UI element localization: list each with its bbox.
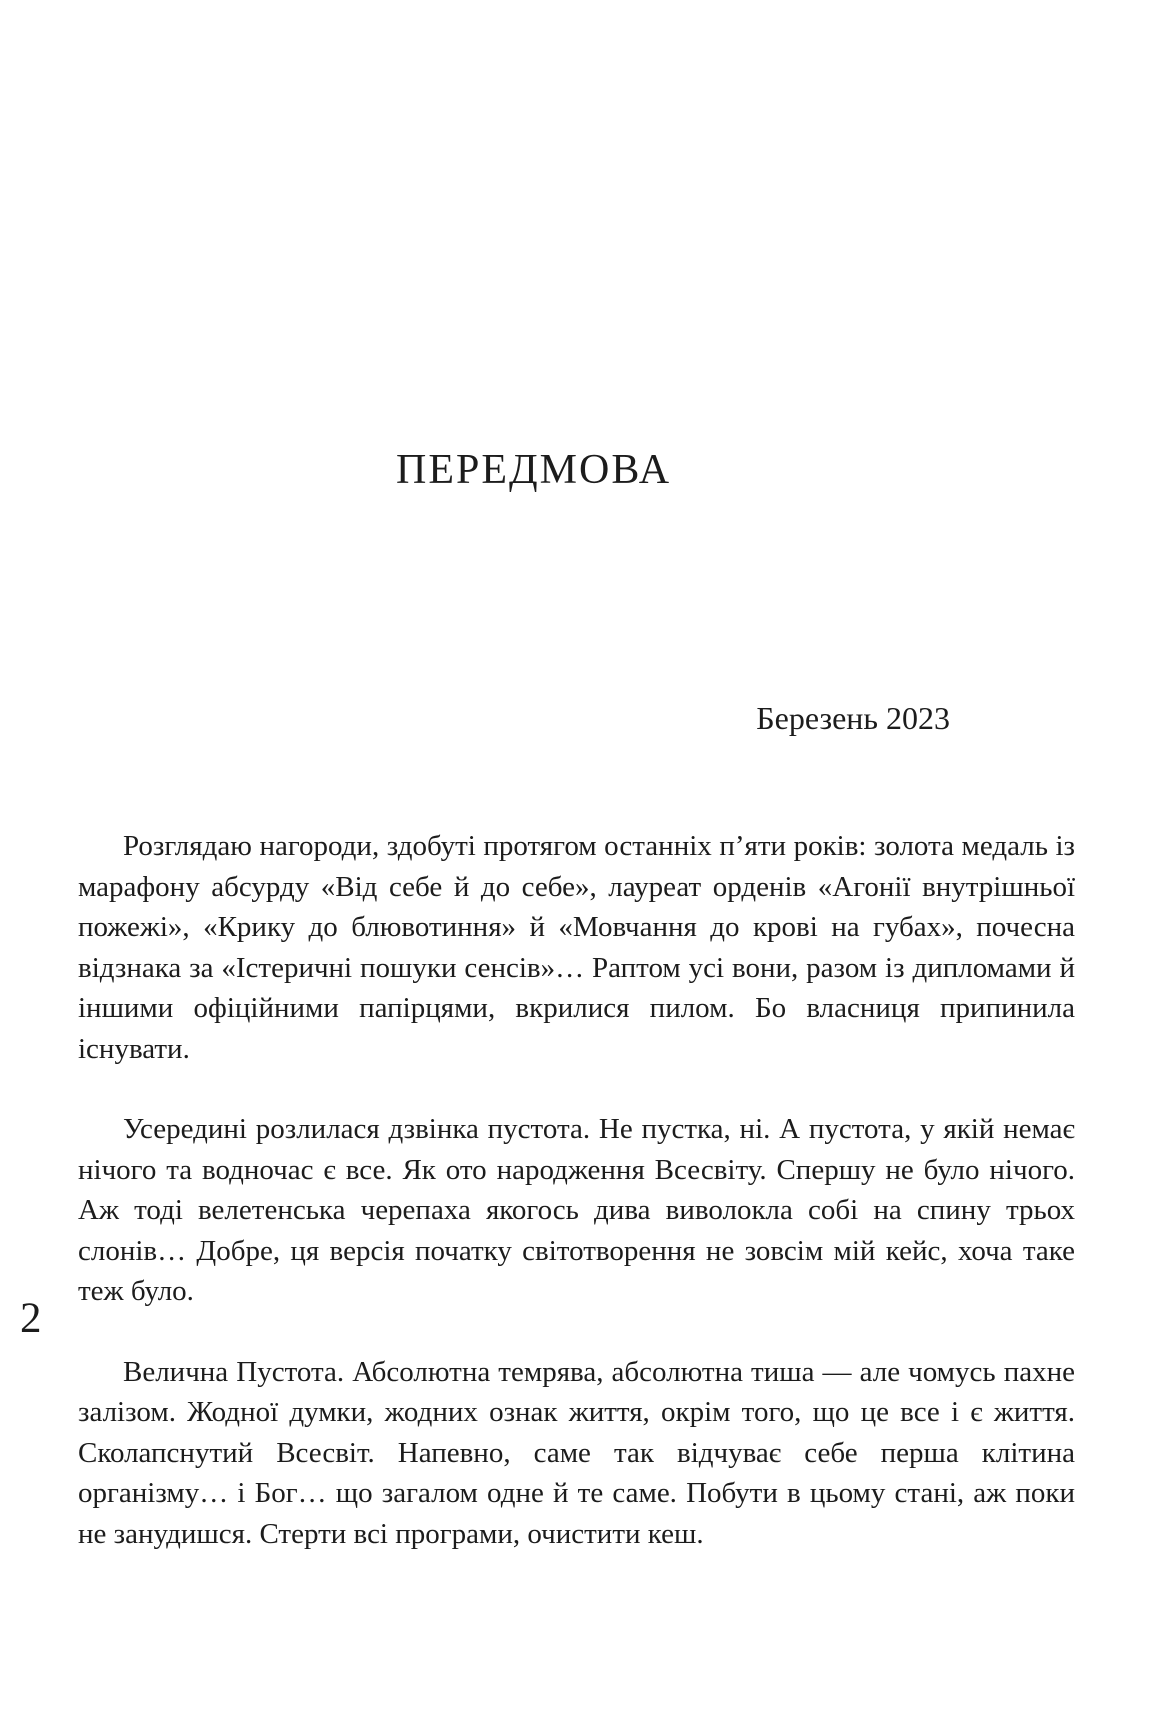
paragraph-3: Велична Пустота. Абсолютна темрява, абсолютна тиша — але чомусь пахне залізом. Жодної думки, жодних ознак життя, окрім того, що це все і є життя. Сколапснутий Всесвіт. Напевно, саме так відчуває себе перша клітина організму… і Бог… що загалом одне й те саме. Побути в цьому стані, аж поки не занудишся. Стерти всі програми, очистити кеш. — [78, 1355, 1075, 1550]
paragraph-1: Розглядаю нагороди, здобуті протягом останніх п’яти років: золота медаль із марафону абсурду «Від себе й до себе», лауреат орденів «Агонії внутрішньої пожежі», «Крику до блювотиння» й «Мовчання до крові на губах», почесна відзнака за «Істеричні пошуки сенсів»… Раптом усі вони, разом із дипломами й іншими офіційними папірцями, вкрилися пилом. Бо власниця припинила існувати. — [78, 830, 1075, 1065]
page-number: 2 — [20, 1295, 42, 1342]
chapter-title: ПЕРЕДМОВА — [396, 447, 672, 493]
body-text — [78, 826, 1075, 1594]
date-line: Березень 2023 — [756, 700, 950, 736]
paragraph-2: Усередині розлилася дзвінка пустота. Не пустка, ні. А пустота, у якій немає нічого та водночас є все. Як ото народження Всесвіту. Спершу не було нічого. Аж тоді велетенська черепаха якогось дива виволокла собі на спину трьох слонів… Добре, ця версія початку світотворення не зовсім мій кейс, хоча таке теж було. — [78, 1113, 1075, 1307]
